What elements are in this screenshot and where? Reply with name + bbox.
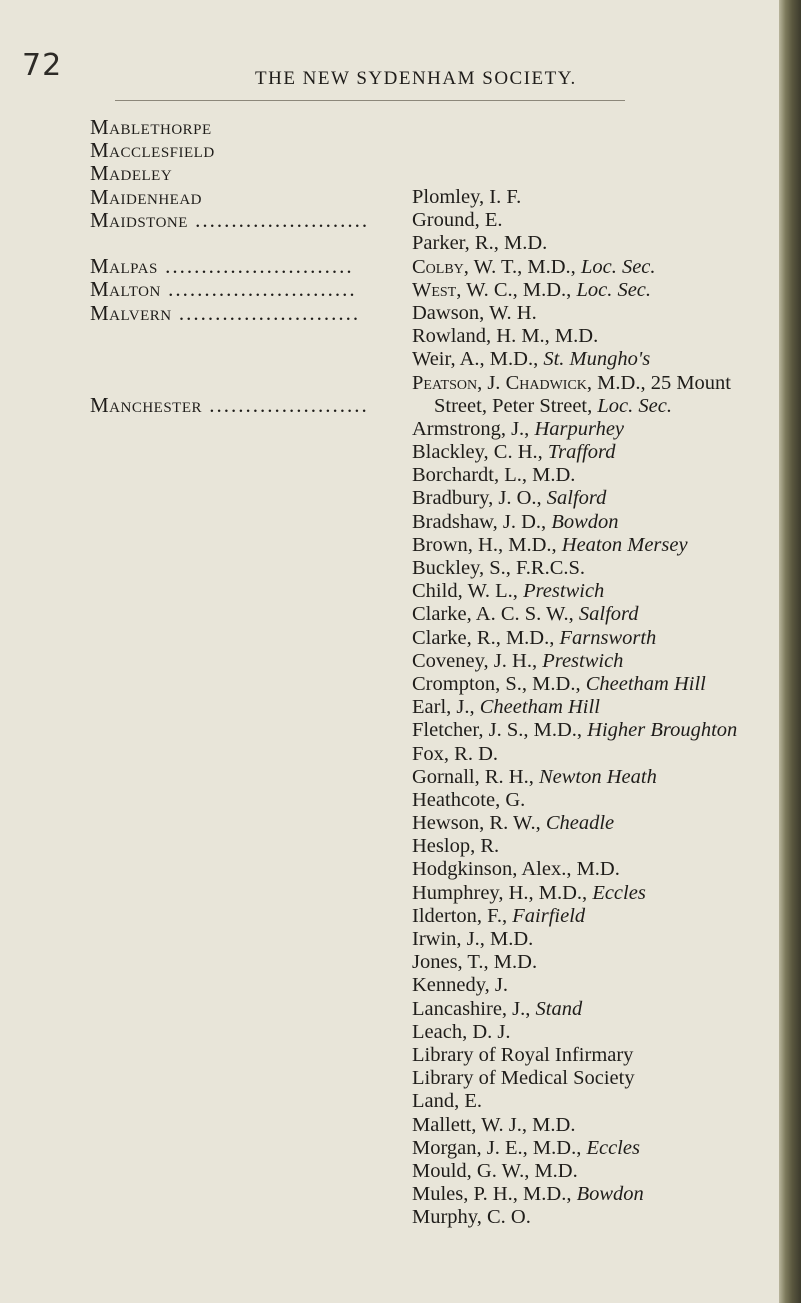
member-locality: Harpurhey (534, 417, 625, 440)
member-entry (412, 882, 737, 905)
member-entry (412, 696, 737, 719)
member-name: Borchardt, L., M.D. (412, 464, 576, 487)
book-spine-edge (779, 0, 801, 1303)
member-entry (412, 557, 737, 580)
member-entry (412, 1160, 737, 1183)
member-locality: Fairfield (512, 904, 586, 927)
member-entry (412, 673, 737, 696)
member-locality: Bowdon (576, 1183, 644, 1206)
member-name: Hewson, R. W., (412, 812, 546, 835)
member-name: Mould, G. W., M.D. (412, 1159, 578, 1182)
member-locality: Eccles (586, 1136, 640, 1159)
member-name: Clarke, A. C. S. W., (412, 603, 579, 626)
member-entry (412, 1206, 737, 1229)
member-name: Street, Peter Street, (434, 394, 598, 417)
member-entry (412, 974, 737, 997)
leader-dots: ........................ (187, 207, 370, 232)
place-name: Manchester (90, 393, 203, 418)
place-heading (90, 393, 400, 417)
member-entry (412, 279, 737, 302)
leader-dots: ......................... (171, 300, 361, 325)
member-name: , J. (477, 371, 506, 394)
member-surname-caps: Peatson (412, 371, 478, 394)
member-name: Earl, J., (412, 696, 480, 719)
place-heading (90, 277, 400, 301)
member-entry (412, 511, 737, 534)
member-name: Kennedy, J. (412, 974, 509, 997)
member-name: , W. T., M.D., (463, 255, 581, 278)
member-name: Ilderton, F., (412, 904, 513, 927)
member-locality: Stand (535, 997, 583, 1020)
member-entry (412, 232, 737, 255)
place-name: Malvern (90, 300, 172, 325)
member-entry (412, 302, 737, 325)
member-name: , W. C., M.D., (456, 278, 577, 301)
member-name: Library of Medical Society (412, 1067, 635, 1090)
member-name: Plomley, I. F. (412, 186, 522, 208)
member-locality: Loc. Sec. (576, 278, 652, 301)
member-name: Bradshaw, J. D., (412, 510, 552, 533)
member-name: Rowland, H. M., M.D. (412, 325, 599, 348)
member-entry (412, 951, 737, 974)
page-number: 72 (22, 48, 63, 83)
leader-dots: .......................... (157, 254, 354, 279)
member-name: , M.D., 25 Mount (586, 371, 731, 394)
member-name: Child, W. L., (412, 580, 524, 603)
leader-dots: .......................... (160, 277, 357, 302)
member-name: Weir, A., M.D., (412, 348, 544, 371)
member-name: Blackley, C. H., (412, 441, 548, 464)
member-name: Jones, T., M.D. (412, 951, 538, 974)
member-locality: Cheetham Hill (585, 672, 706, 695)
member-entry (412, 1137, 737, 1160)
member-entry (412, 650, 737, 673)
member-entry (412, 487, 737, 510)
member-locality: St. Mungho's (543, 348, 651, 371)
leader-dots: ...................... (202, 393, 369, 418)
member-name: Leach, D. J. (412, 1020, 511, 1043)
member-name: Parker, R., M.D. (412, 232, 548, 255)
member-name: Humphrey, H., M.D., (412, 881, 593, 904)
member-name: Irwin, J., M.D. (412, 928, 534, 950)
member-name: Ground, E. (412, 209, 503, 232)
member-entry (412, 534, 737, 557)
member-entry (412, 905, 737, 928)
member-name: Gornall, R. H., (412, 765, 539, 788)
member-locality: Higher Broughton (587, 719, 738, 742)
member-name: Dawson, W. H. (412, 301, 537, 324)
place-heading (90, 208, 400, 232)
member-name: Fletcher, J. S., M.D., (412, 719, 588, 742)
member-name: Heslop, R. (412, 835, 500, 858)
place-heading (90, 161, 400, 185)
member-entry (412, 441, 737, 464)
member-entry (412, 928, 737, 951)
place-heading (90, 185, 400, 209)
member-entry (412, 209, 737, 232)
member-locality: Newton Heath (538, 765, 657, 788)
member-surname-caps: Chadwick (505, 371, 587, 394)
member-entry (412, 743, 737, 766)
member-locality: Cheetham Hill (479, 696, 600, 719)
place-name: Maidstone (90, 207, 188, 232)
member-entry (412, 325, 737, 348)
member-list (412, 186, 737, 1229)
member-name: Fox, R. D. (412, 742, 499, 765)
member-name: Buckley, S., F.R.C.S. (412, 557, 586, 579)
member-entry (412, 835, 737, 858)
member-locality: Salford (578, 603, 639, 626)
member-entry (412, 627, 737, 650)
member-name: Land, E. (412, 1090, 483, 1113)
member-entry (412, 1183, 737, 1206)
place-name: Malton (90, 277, 161, 302)
member-name: Clarke, R., M.D., (412, 626, 560, 649)
running-head: THE NEW SYDENHAM SOCIETY. (255, 68, 577, 89)
member-entry (412, 1114, 737, 1137)
member-name: Lancashire, J., (412, 997, 536, 1020)
member-name: Murphy, C. O. (412, 1206, 531, 1229)
member-name: Crompton, S., M.D., (412, 672, 586, 695)
member-entry (412, 719, 737, 742)
member-name: Mules, P. H., M.D., (412, 1183, 577, 1206)
member-entry (412, 395, 737, 418)
member-locality: Bowdon (551, 510, 619, 533)
member-locality: Trafford (547, 441, 616, 464)
member-locality: Cheadle (545, 812, 615, 835)
member-entry (412, 766, 737, 789)
member-entry (412, 812, 737, 835)
member-locality: Salford (546, 487, 607, 510)
member-entry (412, 1090, 737, 1113)
member-entry (412, 464, 737, 487)
member-name: Coveney, J. H., (412, 649, 543, 672)
member-locality: Farnsworth (559, 626, 657, 649)
member-entry (412, 256, 737, 279)
member-entry (412, 998, 737, 1021)
member-entry (412, 186, 737, 209)
place-heading (90, 254, 400, 278)
member-name: Brown, H., M.D., (412, 533, 562, 556)
member-name: Heathcote, G. (412, 788, 526, 811)
member-entry (412, 1021, 737, 1044)
member-name: Mallett, W. J., M.D. (412, 1113, 576, 1136)
member-name: Hodgkinson, Alex., M.D. (412, 858, 620, 881)
member-locality: Heaton Mersey (561, 533, 688, 556)
member-entry (412, 348, 737, 371)
place-name: Malpas (90, 254, 158, 279)
member-surname-caps: West (412, 278, 457, 301)
member-locality: Loc. Sec. (597, 394, 672, 417)
member-entry (412, 372, 737, 395)
member-locality: Loc. Sec. (580, 255, 656, 278)
member-name: Bradbury, J. O., (412, 487, 547, 510)
member-name: Armstrong, J., (412, 417, 535, 440)
member-surname-caps: Colby (412, 255, 464, 278)
member-entry (412, 858, 737, 881)
member-entry (412, 1044, 737, 1067)
member-locality: Prestwich (542, 649, 624, 672)
member-name: Morgan, J. E., M.D., (412, 1136, 587, 1159)
place-name: Maidenhead (90, 184, 202, 209)
header-rule (115, 100, 625, 101)
member-name: Library of Royal Infirmary (412, 1043, 634, 1066)
place-name: Macclesfield (90, 138, 215, 163)
member-entry (412, 1067, 737, 1090)
member-entry (412, 603, 737, 626)
member-entry (412, 789, 737, 812)
place-heading (90, 301, 400, 325)
place-heading (90, 138, 400, 162)
member-locality: Eccles (592, 881, 646, 904)
place-name: Madeley (90, 161, 173, 186)
place-name: Mablethorpe (90, 115, 212, 139)
member-entry (412, 418, 737, 441)
member-locality: Prestwich (523, 580, 605, 603)
member-entry (412, 580, 737, 603)
place-heading (90, 115, 400, 139)
